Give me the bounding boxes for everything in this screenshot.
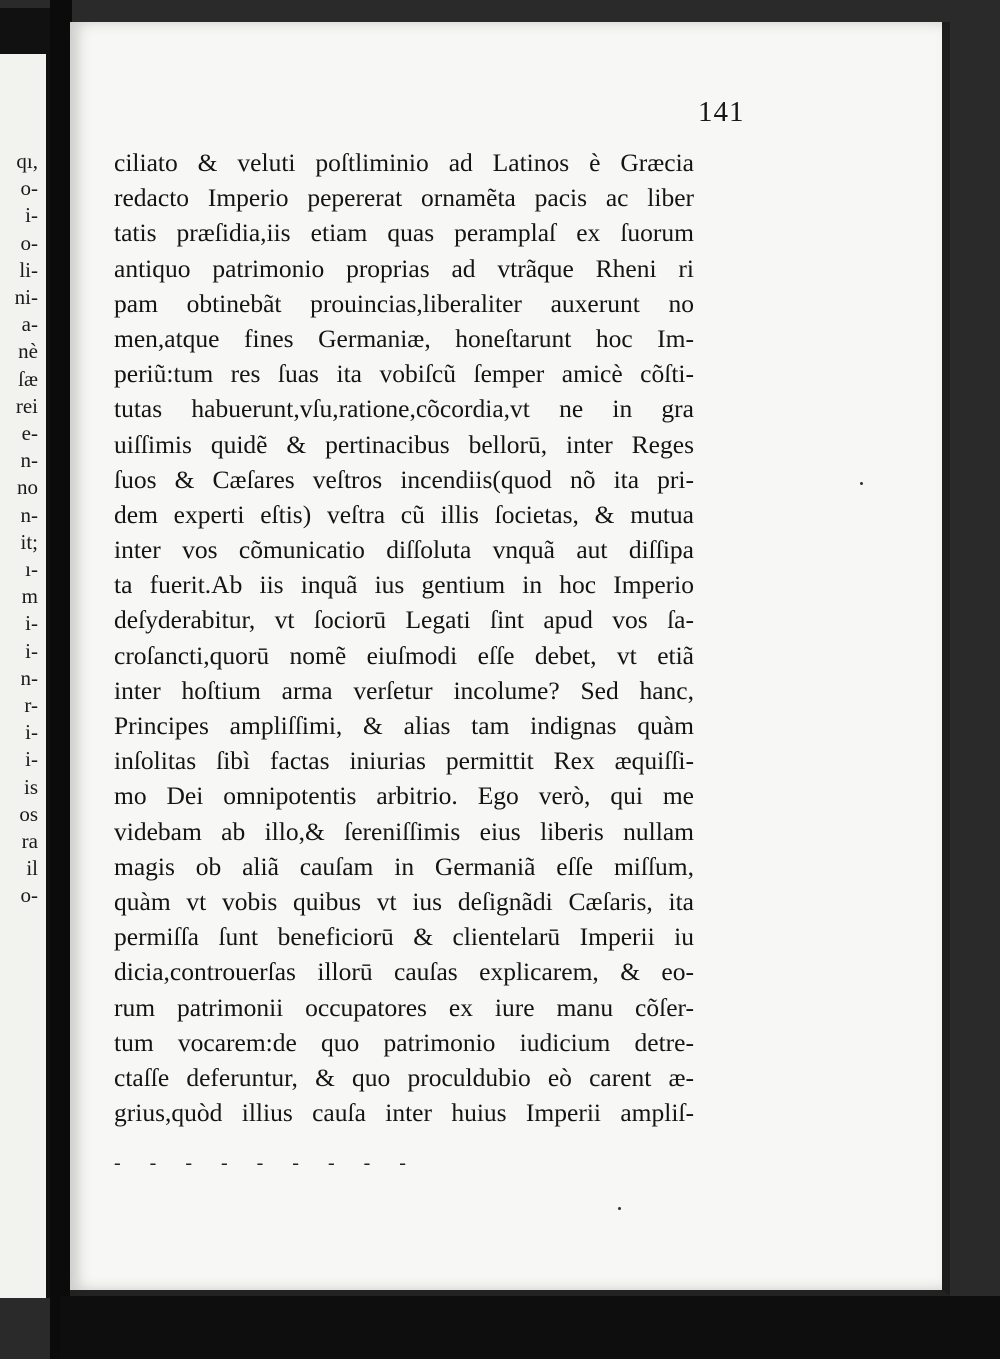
- left-page-text-fragments: [0, 148, 44, 910]
- book-gutter: [50, 0, 72, 1359]
- text-line: ctaſſe deferuntur, & quo proculdubio eò carent æ-: [114, 1062, 694, 1092]
- left-text-fragment: a-: [21, 312, 38, 337]
- left-text-fragment: o-: [20, 230, 38, 255]
- text-line: tutas habuerunt,vſu,ratione,cõcordia,vt ne in gra: [114, 394, 694, 424]
- left-text-fragment: m: [21, 584, 38, 609]
- bottom-marks: - - - - - - - - -: [114, 1152, 418, 1174]
- text-line: magis ob aliã cauſam in Germaniã eſſe miſſum,: [114, 851, 694, 881]
- text-line: Principes ampliſſimi, & alias tam indignas quàm: [114, 711, 694, 740]
- left-text-fragment: qı,: [16, 149, 38, 173]
- left-text-fragment: ſæ: [18, 366, 38, 391]
- text-line: tatis præſidia,iis etiam quas peramplaſ ex ſuorum: [114, 218, 694, 248]
- left-text-fragment: i-: [25, 611, 38, 636]
- left-text-fragment: it;: [20, 529, 38, 554]
- left-text-fragment: i-: [25, 747, 38, 772]
- text-line: permiſſa ſunt beneficiorū & clientelarū Imperii iu: [114, 922, 694, 952]
- left-text-fragment: i-: [25, 638, 38, 663]
- scan-bottom-edge: [60, 1296, 1000, 1359]
- text-line: ciliato & veluti poſtliminio ad Latinos è Græcia: [114, 148, 694, 177]
- text-line: redacto Imperio pepererat ornamẽta pacis ac liber: [114, 183, 694, 213]
- text-line: inſolitas ſibì factas iniurias permittit Rex æquiſſi-: [114, 746, 694, 776]
- text-line: dem experti eſtis) veſtra cũ illis ſocietas, & mutua: [114, 499, 694, 529]
- text-line: inter vos cõmunicatio diſſoluta vnquã aut diſſipa: [114, 535, 694, 565]
- left-text-fragment: nè: [18, 339, 38, 364]
- left-text-fragment: li-: [19, 257, 38, 282]
- text-line: ta fuerit.Ab iis inquã ius gentium in hoc Imperio: [114, 570, 694, 600]
- left-text-fragment: i-: [25, 720, 38, 745]
- left-text-fragment: ni-: [14, 285, 38, 310]
- left-page-shadow: [0, 8, 46, 54]
- text-line: uiſſimis quidẽ & pertinacibus bellorū, inter Reges: [114, 429, 694, 459]
- speck-mark: [618, 1207, 621, 1210]
- text-line: inter hoſtium arma verſetur incolume? Sed hanc,: [114, 675, 694, 705]
- text-line: rum patrimonii occupatores ex iure manu cõſer-: [114, 992, 694, 1022]
- text-line: quàm vt vobis quibus vt ius deſignãdi Cæſaris, ita: [114, 886, 694, 916]
- left-text-fragment: i-: [25, 203, 38, 228]
- body-text: [114, 145, 694, 1130]
- text-line: videbam ab illo,& ſereniſſimis eius liberis nullam: [114, 816, 694, 846]
- left-text-fragment: rei: [15, 393, 38, 418]
- left-text-fragment: ı-: [25, 557, 38, 582]
- left-text-fragment: n-: [20, 448, 38, 473]
- text-line: mo Dei omnipotentis arbitrio. Ego verò, qui me: [114, 781, 694, 811]
- text-line: pam obtinebãt prouincias,liberaliter auxerunt no: [114, 288, 694, 318]
- right-page: [70, 22, 950, 1296]
- left-text-fragment: o-: [20, 883, 38, 908]
- text-line: dicia,controuerſas illorū cauſas explicarem, & eo-: [114, 957, 694, 987]
- text-line: deſyderabitur, vt ſociorū Legati ſint apud vos ſa-: [114, 605, 694, 635]
- text-line: tum vocarem:de quo patrimonio iudicium detre-: [114, 1027, 694, 1057]
- text-line: antiquo patrimonio proprias ad vtrãque Rheni ri: [114, 253, 694, 283]
- left-text-fragment: is: [23, 774, 38, 799]
- left-text-fragment: ra: [21, 829, 38, 854]
- text-line: grius,quòd illius cauſa inter huius Imperii ampliſ-: [114, 1098, 694, 1128]
- page-number: 141: [698, 96, 745, 128]
- text-line: periũ:tum res ſuas ita vobiſcũ ſemper amicè cõſti-: [114, 359, 694, 389]
- left-text-fragment: n-: [20, 502, 38, 527]
- text-line: men,atque fines Germaniæ, honeſtarunt hoc Im-: [114, 323, 694, 353]
- left-text-fragment: il: [26, 856, 38, 881]
- text-line: croſancti,quorū nomẽ eiuſmodi eſſe debet, vt etiã: [114, 640, 694, 670]
- left-facing-page: [0, 8, 50, 1298]
- left-text-fragment: no: [17, 475, 38, 500]
- text-line: ſuos & Cæſares veſtros incendiis(quod nõ ita pri-: [114, 464, 694, 494]
- left-text-fragment: os: [19, 801, 38, 826]
- left-text-fragment: r-: [24, 693, 38, 718]
- left-text-fragment: n-: [20, 665, 38, 690]
- left-text-fragment: e-: [21, 421, 38, 446]
- speck-mark: [860, 482, 863, 485]
- left-text-fragment: o-: [20, 176, 38, 201]
